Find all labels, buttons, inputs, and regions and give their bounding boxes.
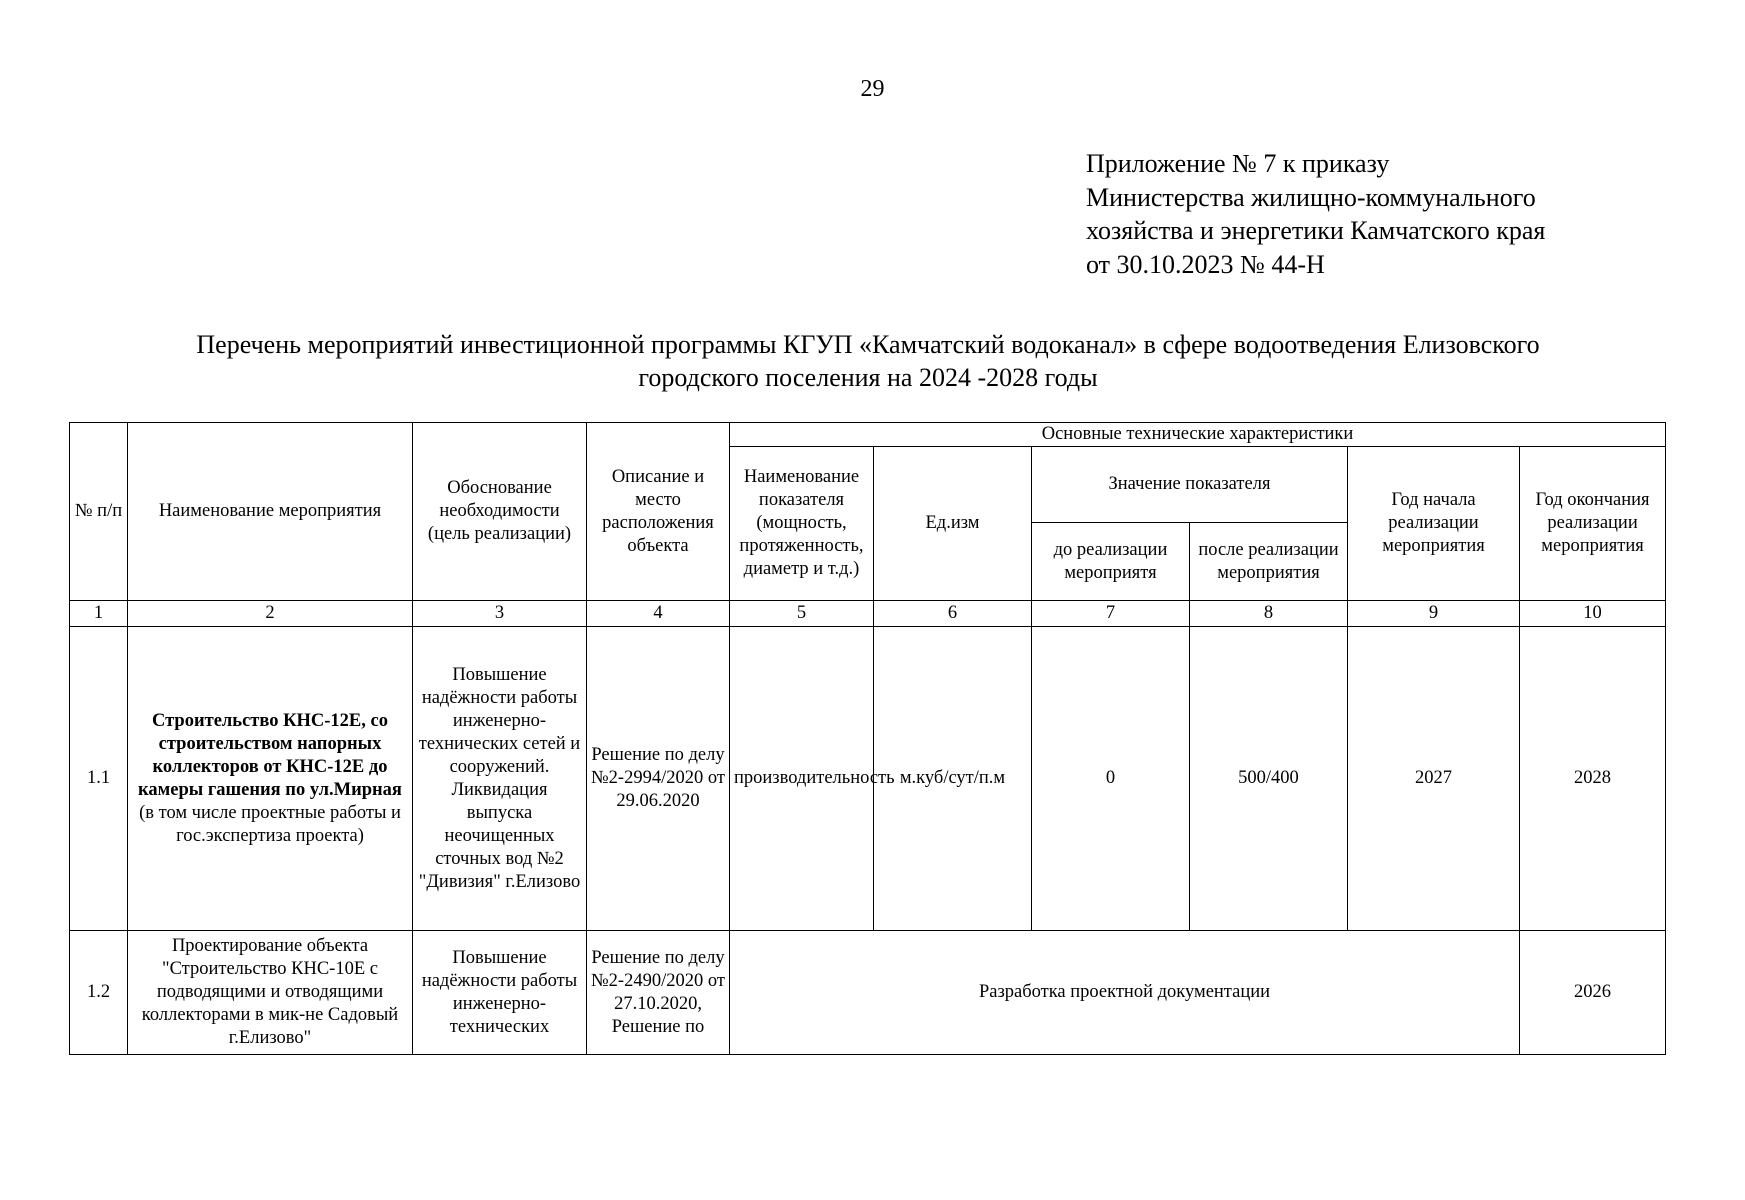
col-number: 1 [70, 601, 128, 627]
row-merged-cell: Разработка проектной документации [730, 931, 1520, 1055]
row-num: 1.2 [70, 931, 128, 1055]
col-number: 3 [413, 601, 587, 627]
col-number: 6 [874, 601, 1032, 627]
header-description: Описание и место расположения объекта [587, 423, 730, 601]
header-year-start: Год начала реализации мероприятия [1348, 447, 1520, 601]
col-number: 2 [128, 601, 413, 627]
col-number: 8 [1190, 601, 1348, 627]
table-row [70, 931, 1666, 1055]
header-value-group: Значение показателя [1032, 447, 1348, 523]
appendix-line: хозяйства и энергетики Камчатского края [1086, 216, 1546, 245]
row-name-rest: (в том числе проектные работы и гос.экспертиза проекта) [139, 802, 401, 846]
title-line: городского поселения на 2024 -2028 годы [638, 363, 1098, 392]
col-number: 4 [587, 601, 730, 627]
document-title [70, 328, 1666, 394]
row-name [128, 627, 413, 931]
appendix-line: от 30.10.2023 № 44-Н [1086, 249, 1325, 279]
col-number: 7 [1032, 601, 1190, 627]
row-description: Решение по делу №2-2490/2020 от 27.10.2020, Решение по [587, 931, 730, 1055]
appendix-line: Приложение № 7 к приказу [1086, 149, 1390, 178]
header-justification: Обоснование необходимости (цель реализации) [413, 423, 587, 601]
header-indicator: Наименование показателя (мощность, протяженность, диаметр и т.д.) [730, 447, 874, 601]
table-row [70, 627, 1666, 931]
row-name: Проектирование объекта "Строительство КНС-10Е с подводящими и отводящими коллекторами в мик-не Садовый г.Елизово" [128, 931, 413, 1055]
header-after: после реализации мероприятия [1190, 523, 1348, 601]
row-justification: Повышение надёжности работы инженерно-технических [413, 931, 587, 1055]
header-num: № п/п [70, 423, 128, 601]
header-unit: Ед.изм [874, 447, 1032, 601]
appendix-block [1086, 147, 1545, 281]
row-num: 1.1 [70, 627, 128, 931]
header-name: Наименование мероприятия [128, 423, 413, 601]
row-indicator: производительность [730, 627, 874, 931]
header-before: до реализации мероприятя [1032, 523, 1190, 601]
row-name-bold: Строительство КНС-12Е, со строительством напорных коллекторов от КНС-12Е до камеры гашения по ул.Мирная [138, 710, 402, 800]
row-unit: м.куб/сут/п.м [874, 627, 1032, 931]
row-after: 500/400 [1190, 627, 1348, 931]
col-number: 9 [1348, 601, 1520, 627]
measures-table [69, 422, 1666, 1055]
appendix-line: Министерства жилищно-коммунального [1086, 182, 1536, 212]
col-number: 5 [730, 601, 874, 627]
header-tech-group: Основные технические характеристики [730, 423, 1666, 447]
row-description: Решение по делу №2-2994/2020 от 29.06.2020 [587, 627, 730, 931]
row-year-end: 2028 [1520, 627, 1666, 931]
header-year-end: Год окончания реализации мероприятия [1520, 447, 1666, 601]
title-line: Перечень мероприятий инвестиционной программы КГУП «Камчатский водоканал» в сфере водоотведения Елизовского [196, 330, 1540, 359]
col-number: 10 [1520, 601, 1666, 627]
row-before: 0 [1032, 627, 1190, 931]
row-year-start: 2027 [1348, 627, 1520, 931]
row-year-start: 2026 [1520, 931, 1666, 1055]
page-number: 29 [860, 76, 885, 102]
row-justification: Повышение надёжности работы инженерно-технических сетей и сооружений. Ликвидация выпуска неочищенных сточных вод №2 "Дивизия" г.Елизово [413, 627, 587, 931]
